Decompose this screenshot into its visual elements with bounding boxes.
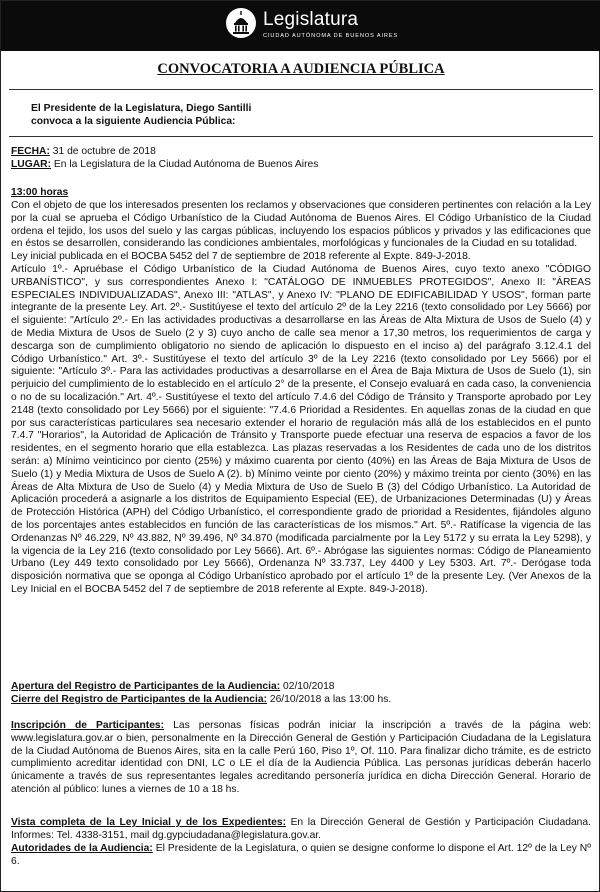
apertura-line — [11, 681, 591, 694]
inscripcion-text: Las personas físicas podrán iniciar la inscripción a través de la página web: www.legislatura.gov.ar o bien, personalmente en la Dirección General de Gestión y Participación Ciudadana de la Legislatura de la Ciudad Autónoma de Buenos Aires, sita en la calle Perú 160, Piso 1º, Of. 110. Para finalizar dicho trámite, es de estricto cumplimiento acreditar identidad con DNI, LC o LE el día de la Audiencia Pública. Las personas jurídicas deberán hacerlo únicamente a través de sus representantes legales acreditando personería jurídica en dicha Dirección General. Horario de atención al público: lunes a viernes de 10 a 18 hs. — [11, 720, 592, 795]
header-banner — [1, 1, 600, 51]
body-text — [11, 200, 591, 597]
intro-line-2: convoca a la siguiente Audiencia Pública: — [31, 116, 236, 127]
inscripcion-label: Inscripción de Participantes: — [11, 720, 165, 731]
apertura-value: 02/10/2018 — [280, 681, 335, 692]
legislatura-logo — [225, 7, 405, 47]
lugar-value: En la Legislatura de la Ciudad Autónoma de Buenos Aires — [51, 159, 319, 170]
intro — [31, 102, 251, 128]
logo-title: Legislatura — [263, 9, 359, 30]
page-title — [1, 61, 600, 78]
fecha-line — [11, 146, 591, 159]
divider-intro — [9, 136, 593, 137]
inscripcion-block — [11, 720, 591, 797]
body-paragraph-2: Ley inicial publicada en el BOCBA 5452 del 7 de septiembre de 2018 referente al Expte. 849-J-2018. — [11, 251, 471, 263]
fecha-label: FECHA: — [11, 146, 50, 157]
lugar-line — [11, 159, 591, 172]
hora-label: 13:00 horas — [11, 187, 69, 198]
cierre-line — [11, 694, 591, 707]
vista-label: Vista completa de la Ley Inicial y de los Expedientes: — [11, 817, 286, 828]
autoridades-block — [11, 843, 591, 869]
intro-line-1: El Presidente de la Legislatura, Diego Santilli — [31, 103, 252, 114]
autoridades-text: El Presidente de la Legislatura, o quien se designe conforme lo dispone el Art. 12º de la Ley Nº 6. — [11, 843, 591, 867]
fecha-value: 31 de octubre de 2018 — [49, 146, 156, 157]
body-paragraph-3: Artículo 1º.- Apruébase el Código Urbanístico de la Ciudad Autónoma de Buenos Aires, cuyo texto anexo "CÓDIGO URBANÍSTICO", y sus correspondientes Anexo I: "CATÁLOGO DE INMUEBLES PROTEGIDOS", Anexo II: "ÁREAS ESPECIALES INDIVIDUALIZADAS", Anexo III: "ATLAS", y Anexo IV: "PLANO DE EDIFICABILIDAD Y USOS", forman parte integrante de la presente Ley. Art. 2º.- Sustitúyese el texto del artículo 2º de la Ley 2216 (texto consolidado por Ley 5666) por el siguiente: "Artículo 2º.- En las actividades productivas a desarrollarse en las Áreas de Alta Mixtura de Usos de Suelo (4) y de Media Mixtura de Usos de Suelo (2 y 3) cuyo ancho de calle sea menor a 17,30 metros, los requerimientos de carga y descarga son de cumplimiento obligatorio no siendo de aplicación lo dispuesto en el inciso a) del parágrafo 3.12.4.1 del Código Urbanístico." Art. 3º.- Sustitúyese el texto del artículo 3º de la Ley 2216 (texto consolidado por Ley 5666) por el siguiente: "Artículo 3º.- Para las actividades productivas a desarrollarse en el Área de Baja Mixtura de Usos de Suelo (1), sin perjuicio del cumplimiento de lo establecido en el artículo 2° de la presente, el Consejo evaluará en cada caso, la conveniencia o no de su localización." Art. 4º.- Sustitúyese el texto del artículo 7.4.6 del Código de Tránsito y Transporte aprobado por Ley 2148 (texto consolidado por Ley 5666) por el siguiente: "7.4.6 Prioridad a Residentes. En aquellas zonas de la ciudad en que por sus características particulares sea necesario extender el horario de regulación más allá de los establecidos en el punto 7.4.7 "Horarios", la Autoridad de Aplicación de Tránsito y Transporte puede efectuar una reserva de espacios a favor de los residentes, en el segmento horario que ella establezca. Las plazas reservadas a los Residentes de cada uno de los distritos serán: a) Mínimo veinticinco por ciento (25%) y máximo cuarenta por ciento (40%) en las Áreas de Baja Mixtura de Usos de Suelo (1) y Media Mixtura de Usos de Suelo A (2). b) Mínimo veinte por ciento (20%) y máximo treinta por ciento (30%) en las Áreas de Alta Mixtura de Uso de Suelo (4) y Media Mixtura de Uso de Suelo B (3) del Código Urbanístico. La Autoridad de Aplicación procederá a asignarle a los distritos de Equipamiento Especial (EE), de Urbanizaciones Determinadas (U) y Áreas de Protección Histórica (APH) del Código Urbanístico, el correspondiente grado de prioridad a Residentes, fijándoles alguno de los porcentajes antes establecidos en función de las características de los mismos." Art. 5º.- Ratifícase la vigencia de las Ordenanzas Nº 46.229, Nº 43.882, Nº 39.496, Nº 34.870 (modificada parcialmente por la Ley 5172 y su errata la Ley 5298), y la vigencia de la Ley 216 (texto consolidado por Ley 5666). Art. 6º.- Abrógase las siguientes normas: Código de Planeamiento Urbano (Ley 449 texto consolidado por Ley 5666), Ordenanza Nº 33.737, Ley 4400 y Ley 5303. Art. 7º.- Derógase toda disposición normativa que se oponga al Código Urbanístico aprobado por el artículo 1º de la presente Ley. (Ver Anexos de la Ley Inicial en el BOCBA 5452 del 7 de septiembre de 2018 referente al Expte. 849-J-2018). — [11, 263, 591, 595]
lugar-label: LUGAR: — [11, 159, 52, 170]
divider-top — [9, 89, 593, 90]
vista-block — [11, 817, 591, 843]
page-title-text: CONVOCATORIA A AUDIENCIA PÚBLICA — [157, 61, 445, 77]
capitol-dome-icon — [225, 7, 257, 39]
autoridades-label: Autoridades de la Audiencia: — [11, 843, 153, 854]
body-paragraph-1: Con el objeto de que los interesados presenten los reclamos y observaciones que consideren pertinentes con relación a la Ley por la cual se aprueba el Código Urbanístico de la Ciudad Autónoma de Buenos Aires. El Código Urbanístico de la Ciudad ordena el tejido, los usos del suelo y las cargas públicas, incluyendo los espacios públicos y privados y las edificaciones que en éstos se desarrollen, considerando las condiciones ambientales, morfológicas y funcionales de la Ciudad en su totalidad. — [11, 200, 591, 250]
cierre-label: Cierre del Registro de Participantes de la Audiencia: — [11, 694, 267, 705]
vista-text: En la Dirección General de Gestión y Participación Ciudadana. Informes: Tel. 4338-3151, mail dg.gypciudadana@legislatura.gov.ar. — [11, 817, 591, 841]
apertura-label: Apertura del Registro de Participantes de la Audiencia: — [11, 681, 281, 692]
hora-line — [11, 187, 591, 200]
logo-subtitle: CIUDAD AUTÓNOMA DE BUENOS AIRES — [263, 33, 399, 39]
cierre-value: 26/10/2018 a las 13:00 hs. — [266, 694, 392, 705]
